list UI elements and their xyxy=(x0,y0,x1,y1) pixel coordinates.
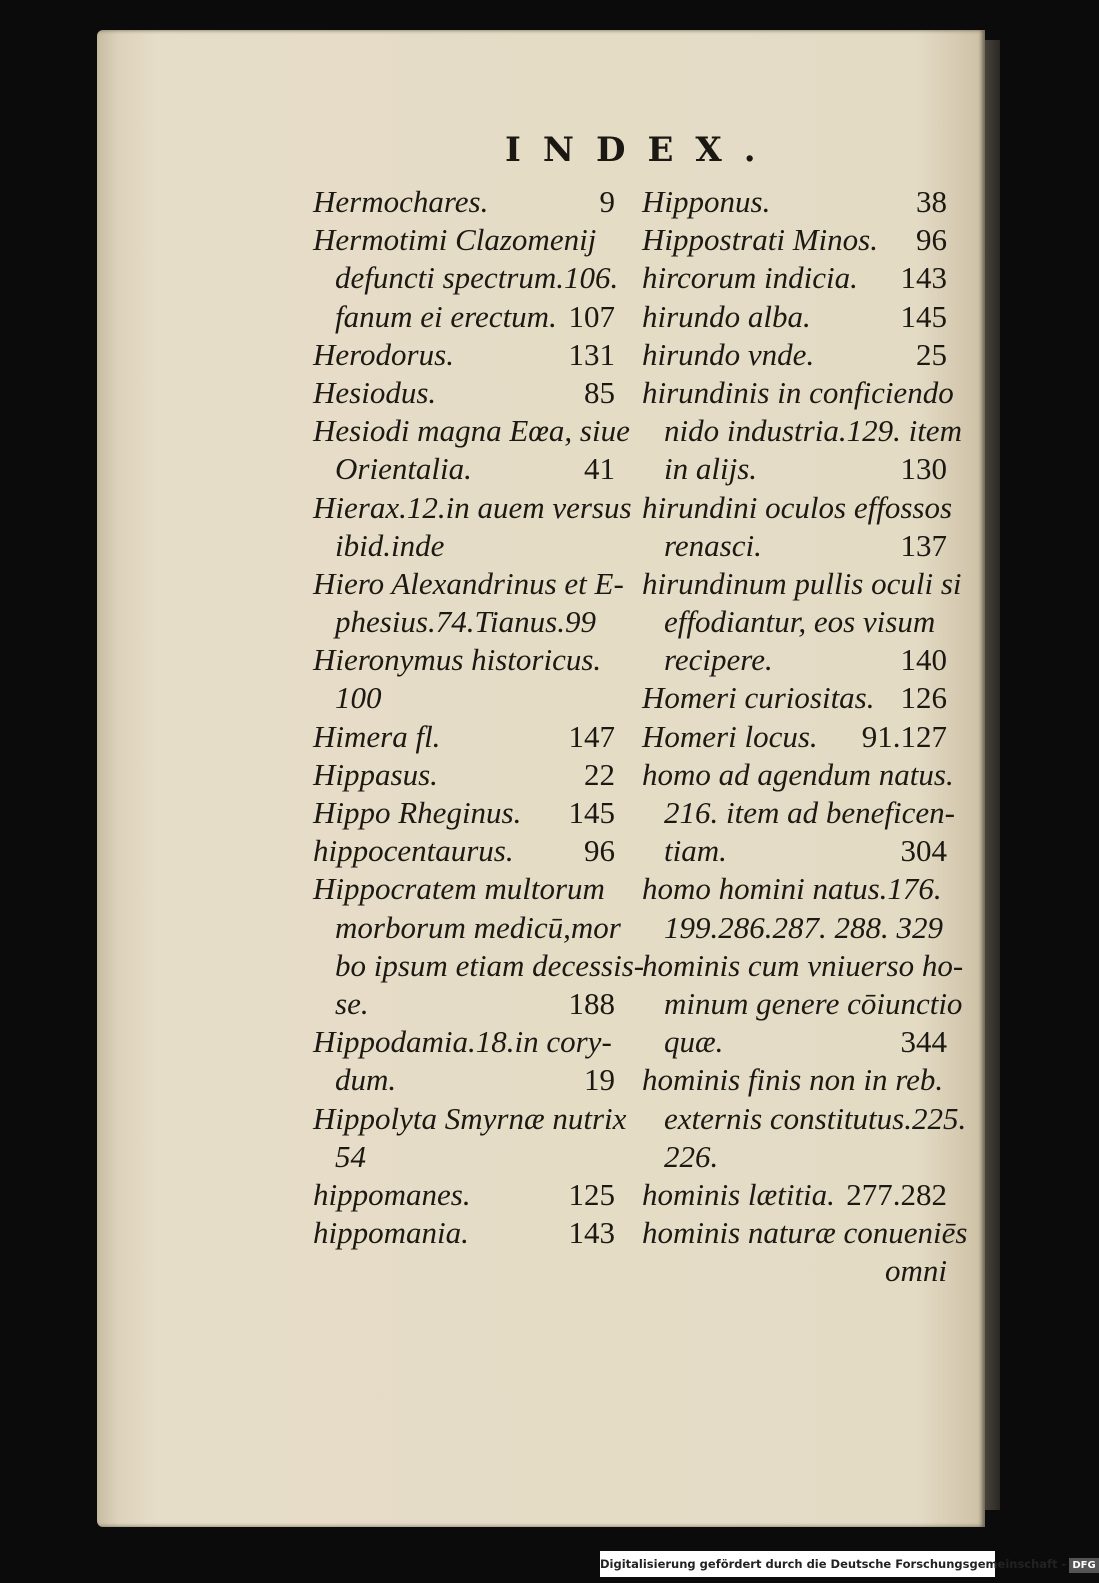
index-entry xyxy=(642,679,947,717)
index-entry-text: hirundo alba. xyxy=(642,298,811,334)
index-entry xyxy=(642,985,963,1023)
index-entry xyxy=(313,450,615,488)
right-index-column xyxy=(642,183,968,1290)
digitization-credit xyxy=(600,1551,1096,1577)
index-entry xyxy=(313,985,615,1023)
index-entry-text: 54 xyxy=(335,1138,366,1174)
index-entry-text: ibid.inde xyxy=(335,527,445,563)
index-entry-text: fanum ei erectum. xyxy=(335,298,557,334)
index-entry-text: homo homini natus.176. xyxy=(642,871,942,907)
index-entry xyxy=(313,221,615,259)
index-entry-text: Homeri locus. xyxy=(642,718,818,754)
index-entry xyxy=(642,489,953,527)
index-entry-text: hirundinis in conficiendo xyxy=(642,374,954,410)
index-entry xyxy=(313,489,632,527)
index-entry-text: Homeri curiositas. xyxy=(642,680,875,716)
index-entry-text: Hermotimi Clazomenij xyxy=(313,222,597,258)
index-entry-text: hominis finis non in reb. xyxy=(642,1062,944,1098)
index-entry xyxy=(642,298,947,336)
index-entry-text: Herodorus. xyxy=(313,336,454,372)
page-reference: 91.127 xyxy=(861,718,947,754)
index-entry xyxy=(642,947,964,985)
page-reference: 140 xyxy=(900,642,947,678)
index-entry xyxy=(642,374,954,412)
index-entry-text: 199.286.287. 288. 329 xyxy=(664,909,943,945)
index-entry xyxy=(313,374,615,412)
page-reference: 344 xyxy=(900,1024,947,1060)
index-entry xyxy=(313,603,615,641)
index-entry xyxy=(642,1252,947,1290)
index-entry xyxy=(313,909,621,947)
index-entry-text: Hermochares. xyxy=(313,184,489,219)
page-reference: 143 xyxy=(568,1215,615,1251)
index-entry-text: bo ipsum etiam decessis- xyxy=(335,947,645,983)
index-entry xyxy=(313,756,615,794)
index-entry-text: Hierax.12.in auem versus xyxy=(313,489,632,525)
index-entry-text: hirundini oculos effossos xyxy=(642,489,953,525)
index-entry xyxy=(313,183,615,221)
index-entry-text: nido industria.129. item xyxy=(664,413,962,449)
index-entry-text: recipere. xyxy=(664,642,773,678)
index-entry xyxy=(313,565,624,603)
index-entry-text: Himera fl. xyxy=(313,718,441,754)
index-entry-text: Hippocratem multorum xyxy=(313,871,605,907)
index-entry xyxy=(642,336,947,374)
index-entry-text: hippomanes. xyxy=(313,1176,471,1212)
index-entry-text: externis constitutus.225. xyxy=(664,1100,967,1136)
index-entry xyxy=(642,832,947,870)
index-entry xyxy=(313,947,645,985)
index-entry-text: minum genere cōiunctio xyxy=(664,985,963,1021)
page-reference: 22 xyxy=(584,756,615,792)
index-entry-text: Hippasus. xyxy=(313,756,438,792)
index-entry-text: Hippodamia.18.in cory- xyxy=(313,1024,612,1060)
index-entry-text: effodiantur, eos visum xyxy=(664,604,936,640)
index-entry-text: renasci. xyxy=(664,527,762,563)
index-entry xyxy=(313,1100,627,1138)
index-entry-text: Hippolyta Smyrnæ nutrix xyxy=(313,1100,627,1136)
index-entry-text: hominis naturæ conueniēs xyxy=(642,1215,968,1251)
page-reference: 96 xyxy=(584,833,615,869)
index-entry xyxy=(313,412,630,450)
page-reference: 188 xyxy=(568,985,615,1021)
index-entry xyxy=(313,298,615,336)
page-reference: 131 xyxy=(568,336,615,372)
page-reference: 41 xyxy=(584,451,615,487)
credit-text: Digitalisierung gefördert durch die Deutsche Forschungsgemeinschaft - xyxy=(600,1557,1067,1571)
index-entry xyxy=(642,565,962,603)
index-entry xyxy=(642,259,947,297)
index-entry xyxy=(642,1100,967,1138)
index-entry xyxy=(313,1061,615,1099)
index-entry-text: in alijs. xyxy=(664,451,758,487)
page-reference: 143 xyxy=(900,260,947,296)
index-entry-text: Hesiodus. xyxy=(313,374,437,410)
page-reference: 19 xyxy=(584,1062,615,1098)
index-entry xyxy=(642,450,947,488)
index-entry xyxy=(642,718,947,756)
page-reference: 147 xyxy=(568,718,615,754)
page-reference: 277.282 xyxy=(846,1176,947,1212)
index-entry xyxy=(313,1138,615,1176)
index-entry-text: defuncti spectrum.106. xyxy=(335,260,619,296)
index-entry xyxy=(642,756,954,794)
page-reference: 38 xyxy=(916,184,947,219)
index-entry-text: dum. xyxy=(335,1062,397,1098)
index-entry-text: morborum medicū,mor xyxy=(335,909,621,945)
index-entry-text: Orientalia. xyxy=(335,451,472,487)
page-reference: 96 xyxy=(916,222,947,258)
index-entry-text: Hipponus. xyxy=(642,184,771,219)
index-entry xyxy=(313,527,615,565)
left-index-column xyxy=(313,183,645,1252)
index-entry-text: tiam. xyxy=(664,833,727,869)
index-entry xyxy=(642,1176,947,1214)
index-entry xyxy=(642,909,947,947)
page-reference: 145 xyxy=(900,298,947,334)
index-entry xyxy=(313,718,615,756)
page-reference: 145 xyxy=(568,795,615,830)
index-entry-text: Hiero Alexandrinus et E- xyxy=(313,565,624,601)
index-entry xyxy=(313,1023,615,1061)
index-entry xyxy=(642,870,947,908)
index-entry-text: hominis lætitia. xyxy=(642,1176,835,1212)
index-entry xyxy=(313,794,615,832)
index-entry xyxy=(313,870,615,908)
page-reference: 85 xyxy=(584,374,615,410)
index-entry-text: phesius.74.Tianus.99 xyxy=(335,604,596,640)
index-entry xyxy=(313,336,615,374)
index-entry xyxy=(313,259,619,297)
index-entry-text: hippocentaurus. xyxy=(313,833,514,869)
page-reference: 25 xyxy=(916,336,947,372)
index-entry-text: se. xyxy=(335,985,369,1021)
index-entry-text: Hippostrati Minos. xyxy=(642,222,878,258)
index-entry-text: hominis cum vniuerso ho- xyxy=(642,947,964,983)
index-entry-text: hircorum indicia. xyxy=(642,260,858,296)
index-entry xyxy=(642,1023,947,1061)
index-entry-text: hirundinum pullis oculi si xyxy=(642,565,962,601)
index-entry xyxy=(642,183,947,221)
index-entry-text: Hesiodi magna Eœa, siue xyxy=(313,413,630,449)
index-entry xyxy=(642,641,947,679)
index-entry-text: omni xyxy=(885,1253,947,1289)
index-entry-text: 216. item ad beneficen- xyxy=(664,795,955,830)
index-entry xyxy=(313,1176,615,1214)
index-entry-text: quæ. xyxy=(664,1024,724,1060)
index-entry xyxy=(642,412,962,450)
index-entry-text: hirundo vnde. xyxy=(642,336,815,372)
index-entry-text: Hippo Rheginus. xyxy=(313,795,522,830)
index-entry xyxy=(313,679,615,717)
index-entry xyxy=(642,527,947,565)
index-entry xyxy=(313,1214,615,1252)
index-entry-text: 226. xyxy=(664,1138,719,1174)
page-reference: 9 xyxy=(599,184,615,219)
page-reference: 107 xyxy=(568,298,615,334)
index-entry-text: 100 xyxy=(335,680,382,716)
index-entry xyxy=(642,603,947,641)
index-entry xyxy=(642,1061,947,1099)
index-entry xyxy=(642,1214,968,1252)
index-entry-text: homo ad agendum natus. xyxy=(642,756,954,792)
index-entry-text: hippomania. xyxy=(313,1215,469,1251)
page-reference: 126 xyxy=(900,680,947,716)
index-entry xyxy=(313,641,615,679)
index-entry xyxy=(313,832,615,870)
page-reference: 125 xyxy=(568,1176,615,1212)
index-entry-text: Hieronymus historicus. xyxy=(313,642,602,678)
page-reference: 130 xyxy=(900,451,947,487)
index-entry xyxy=(642,1138,947,1176)
index-entry xyxy=(642,794,955,832)
page-reference: 304 xyxy=(900,833,947,869)
page-header: INDEX. xyxy=(505,130,778,170)
page-reference: 137 xyxy=(900,527,947,563)
index-entry xyxy=(642,221,947,259)
dfg-logo-badge: DFG xyxy=(1069,1558,1098,1573)
